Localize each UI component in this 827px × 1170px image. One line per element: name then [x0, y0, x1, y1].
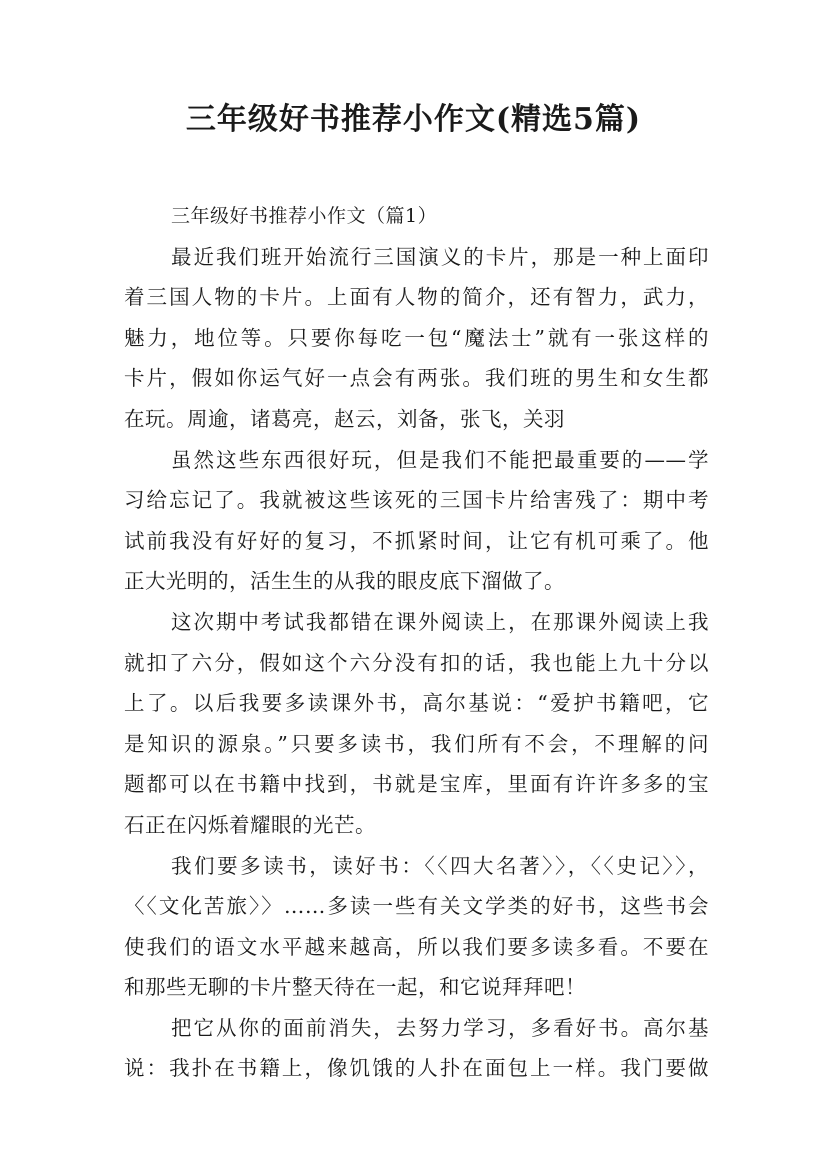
paragraph-line: 最近我们班开始流行三国演义的卡片，那是一种上面印: [171, 244, 709, 269]
paragraph-line: 说：我扑在书籍上，像饥饿的人扑在面包上一样。我门要做: [124, 1056, 709, 1081]
paragraph-line: 就扣了六分，假如这个六分没有扣的话，我也能上九十分以: [124, 650, 709, 675]
paragraph-line: 习给忘记了。我就被这些该死的三国卡片给害残了：期中考: [124, 488, 709, 513]
paragraph-line: 和那些无聊的卡片整天待在一起，和它说拜拜吧！: [124, 975, 586, 1000]
paragraph-line: 正大光明的，活生生的从我的眼皮底下溜做了。: [124, 569, 565, 594]
paragraph-line: 把它从你的面前消失，去努力学习，多看好书。高尔基: [171, 1015, 709, 1040]
paragraph-line: 卡片，假如你运气好一点会有两张。我们班的男生和女生都: [124, 366, 709, 391]
paragraph-line: 着三国人物的卡片。上面有人物的简介，还有智力，武力，: [124, 285, 709, 310]
paragraph-line: 是知识的源泉。”只要多读书，我们所有不会，不理解的问: [124, 731, 709, 756]
document-title: 三年级好书推荐小作文(精选5篇): [185, 102, 642, 137]
paragraph-line: 〈〈文化苦旅〉〉……多读一些有关文学类的好书，这些书会: [124, 894, 709, 919]
document-body: [124, 196, 709, 1089]
paragraph-line: 试前我没有好好的复习，不抓紧时间，让它有机可乘了。他: [124, 528, 709, 553]
paragraph-line: 使我们的语文水平越来越高，所以我们要多读多看。不要在: [124, 934, 709, 959]
paragraph-line: 题都可以在书籍中找到，书就是宝库，里面有许许多多的宝: [124, 772, 709, 797]
paragraph-line: 石正在闪烁着耀眼的光芒。: [124, 812, 376, 837]
paragraph-line: 魅力，地位等。只要你每吃一包“魔法士”就有一张这样的: [124, 325, 709, 350]
paragraph-line: 这次期中考试我都错在课外阅读上，在那课外阅读上我: [171, 609, 709, 634]
paragraph-line: 上了。以后我要多读课外书，高尔基说：“爱护书籍吧，它: [124, 691, 709, 716]
paragraph-line: 虽然这些东西很好玩，但是我们不能把最重要的——学: [171, 447, 709, 472]
paragraph-line: 在玩。周逾，诸葛亮，赵云，刘备，张飞，关羽: [124, 406, 565, 431]
paragraph-line: 我们要多读书，读好书：〈〈四大名著〉〉，〈〈史记〉〉，: [171, 853, 709, 878]
section-heading: 三年级好书推荐小作文（篇1）: [171, 205, 438, 227]
